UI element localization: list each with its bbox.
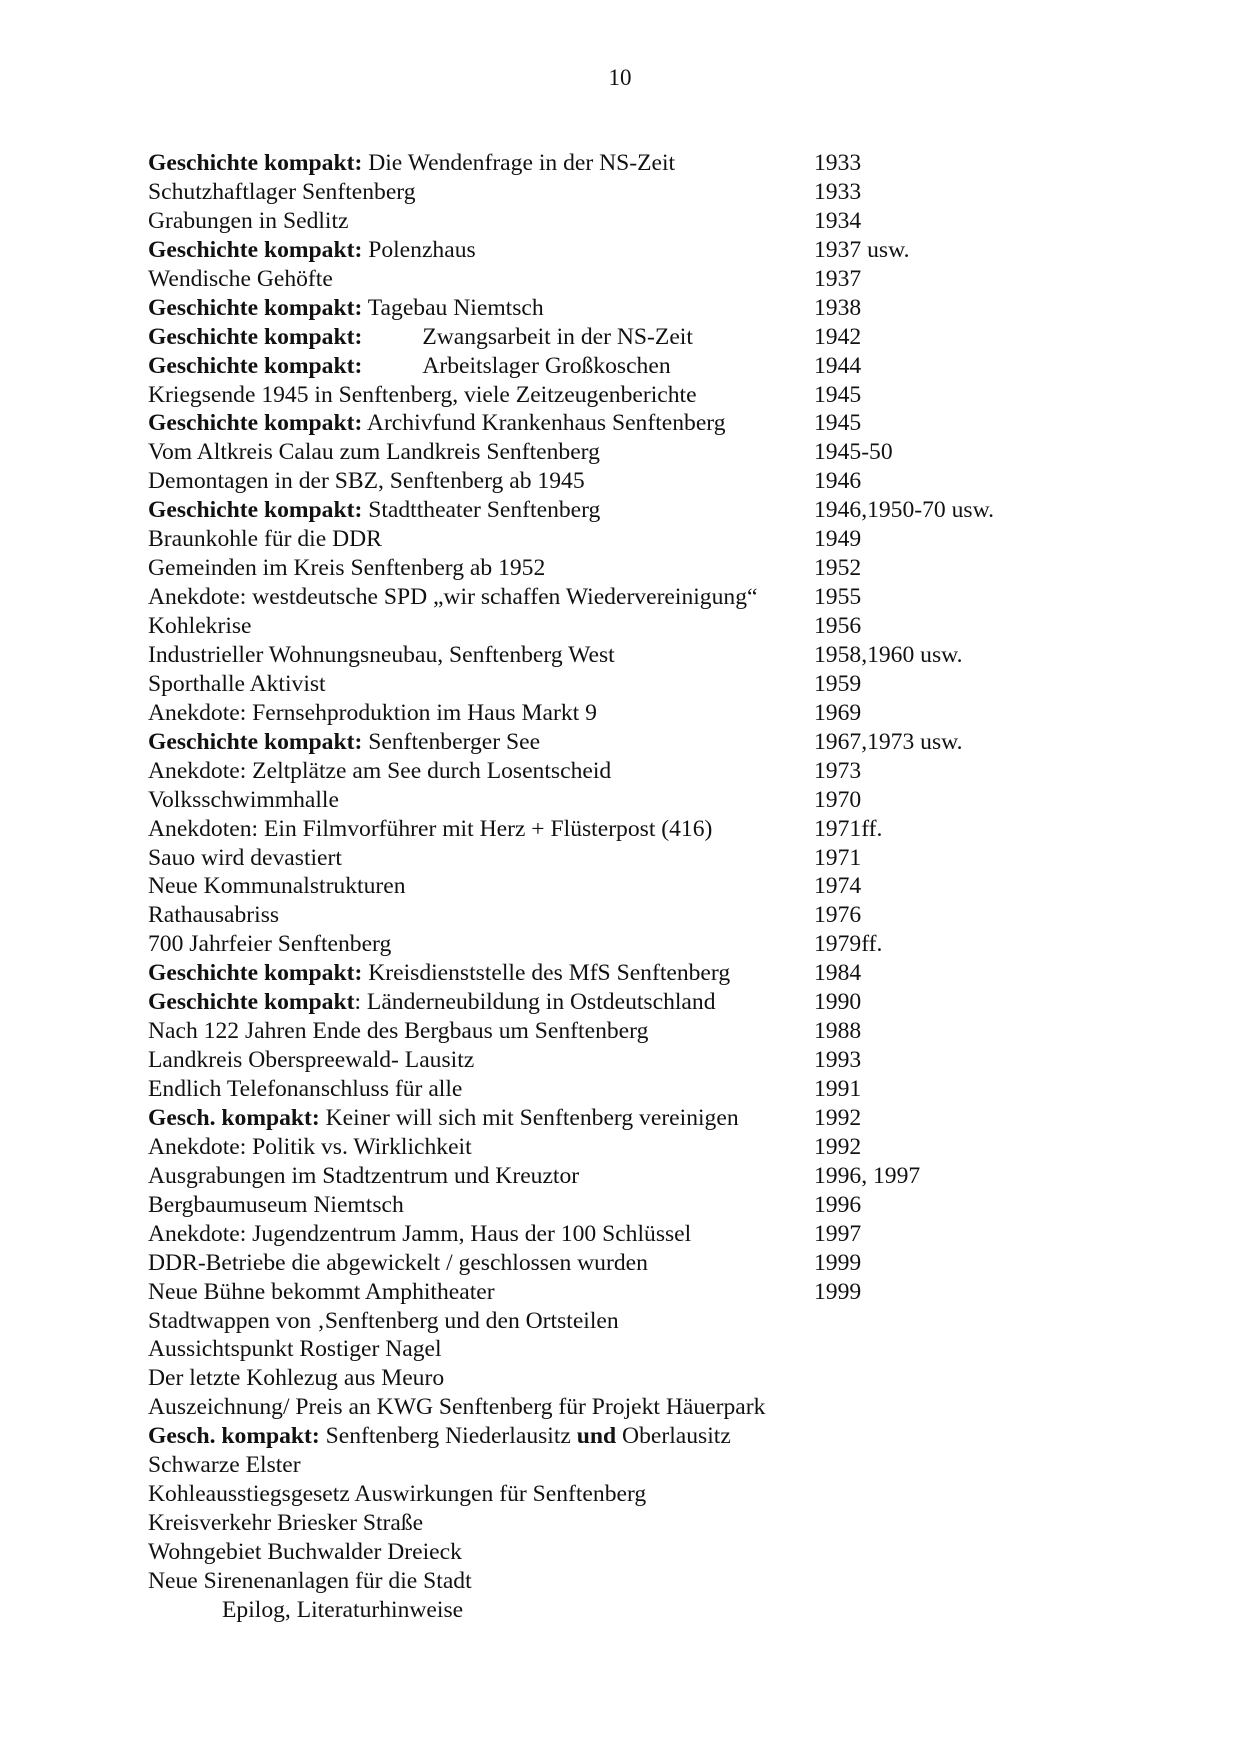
entry-text: 700 Jahrfeier Senftenberg [148,931,392,958]
entry-year: 1971ff. [814,815,883,842]
entry-text: Neue Kommunalstrukturen [148,873,406,900]
toc-entry [148,1046,1148,1075]
entry-title [148,1046,474,1075]
entry-label-bold: Geschichte kompakt: [148,960,363,987]
entry-text: Schutzhaftlager Senftenberg [148,178,416,205]
entry-label-bold: Geschichte kompakt [148,989,355,1016]
toc-entry [148,554,1148,583]
entry-text: Kohlekrise [148,613,252,639]
toc-entry [148,872,1148,901]
toc-entry [148,1364,1148,1393]
entry-text: Bergbaumuseum Niemtsch [148,1191,404,1218]
toc-entry [148,1509,1148,1538]
toc-entry [148,583,1148,612]
entry-title [148,323,693,352]
entry-title [148,1307,619,1336]
entry-text: Gemeinden im Kreis Senftenberg ab 1952 [148,555,546,582]
entry-text: Demontagen in der SBZ, Senftenberg ab 1945 [148,468,585,495]
entry-title [148,236,476,265]
toc-entry [148,1249,1148,1278]
entry-text: Auszeichnung/ Preis an KWG Senftenberg für Projekt Häuerpark [148,1394,766,1421]
toc-entry [148,641,1148,670]
entry-title [148,670,326,699]
toc-entry [148,1480,1148,1509]
entry-label-bold: Geschichte kompakt: [148,150,363,176]
entry-title [148,815,712,844]
toc-entry [148,1133,1148,1162]
toc-entry [148,959,1148,988]
entry-label-bold: Geschichte kompakt: [148,728,363,755]
toc-entry [148,988,1148,1017]
table-of-contents [148,149,1148,1625]
toc-entry [148,409,1148,438]
entry-year: 1945 [814,381,862,408]
toc-entry [148,699,1148,728]
entry-year: 1992 [814,1133,862,1160]
toc-entry [148,496,1148,525]
entry-text: Endlich Telefonanschluss für alle [148,1076,463,1102]
entry-year: 1937 usw. [814,236,910,263]
toc-entry [148,1451,1148,1480]
entry-title [148,178,416,207]
entry-label-bold: Gesch. kompakt: [148,1423,320,1450]
entry-title [148,1104,739,1133]
entry-title [148,641,615,670]
entry-text: Zwangsarbeit in der NS-Zeit [422,323,693,350]
entry-label-bold: Geschichte kompakt: [148,323,363,350]
entry-title [148,786,339,815]
entry-title [148,352,671,381]
entry-text: Wohngebiet Buchwalder Dreieck [148,1539,462,1565]
entry-text: Anekdote: westdeutsche SPD „wir schaffen Wiedervereinigung“ [148,584,758,611]
toc-entry [148,352,1148,381]
entry-text: Stadtwappen von ‚Senftenberg und den Ortsteilen [148,1307,619,1334]
entry-year: 1996, 1997 [814,1162,921,1189]
entry-year: 1945-50 [814,439,893,466]
toc-entry [148,1538,1148,1567]
entry-text: : Länderneubildung in Ostdeutschland [354,989,716,1016]
entry-year: 1959 [814,670,862,697]
toc-entry [148,815,1148,844]
toc-entry [148,1596,1148,1625]
entry-text: Landkreis Oberspreewald- Lausitz [148,1047,475,1074]
entry-title [148,1191,404,1220]
entry-year: 1956 [814,613,862,639]
entry-text: Neue Bühne bekommt Amphitheater [148,1278,495,1305]
entry-title [148,467,585,496]
entry-text: Stadttheater Senftenberg [362,497,601,524]
entry-year: 1938 [814,294,862,321]
toc-entry [148,786,1148,815]
entry-title [148,1509,423,1538]
entry-year: 1971 [814,844,862,871]
toc-entry [148,757,1148,786]
entry-year: 1974 [814,873,862,900]
toc-entry [148,265,1148,294]
entry-label-bold: Gesch. kompakt: [148,1104,320,1131]
entry-year: 1984 [814,960,862,987]
toc-entry [148,930,1148,959]
entry-title [148,265,333,294]
entry-year: 1949 [814,526,862,553]
entry-title [148,930,391,959]
entry-text-continued: Oberlausitz [616,1423,731,1450]
entry-year: 1946,1950-70 usw. [814,497,995,524]
toc-entry [148,1104,1148,1133]
entry-text: Anekdote: Jugendzentrum Jamm, Haus der 100 Schlüssel [148,1220,692,1247]
entry-title [148,1133,472,1162]
entry-text: Neue Sirenenanlagen für die Stadt [148,1567,472,1594]
entry-text: Senftenberg Niederlausitz [319,1423,577,1450]
toc-entry [148,1191,1148,1220]
entry-label-bold: Geschichte kompakt: [148,294,363,321]
entry-text: Nach 122 Jahren Ende des Bergbaus um Senftenberg [148,1018,649,1045]
entry-year: 1996 [814,1191,862,1218]
toc-entry [148,236,1148,265]
entry-year: 1969 [814,699,862,726]
entry-year: 1997 [814,1220,862,1247]
entry-text: Wendische Gehöfte [148,265,333,292]
entry-text: Kriegsende 1945 in Senftenberg, viele Zeitzeugenberichte [148,381,697,408]
entry-year: 1990 [814,989,862,1016]
entry-title [148,757,611,786]
entry-title [148,294,544,323]
entry-text: Industrieller Wohnungsneubau, Senftenberg West [148,641,615,668]
entry-year: 1944 [814,352,862,379]
toc-entry [148,1422,1148,1451]
toc-entry [148,438,1148,467]
entry-title [148,1393,765,1422]
entry-title [148,612,252,641]
entry-text: Anekdoten: Ein Filmvorführer mit Herz + Flüsterpost (416) [148,815,713,842]
entry-title [148,1422,731,1451]
entry-text: Senftenberger See [362,728,541,755]
entry-title [148,1278,495,1307]
toc-entry [148,728,1148,757]
entry-title [148,1162,579,1191]
entry-title [148,409,726,438]
entry-year: 1970 [814,786,862,813]
entry-title [148,1480,646,1509]
entry-year: 1999 [814,1278,862,1305]
entry-text: Vom Altkreis Calau zum Landkreis Senftenberg [148,439,600,466]
entry-text: Polenzhaus [362,236,476,263]
entry-label-bold: Geschichte kompakt: [148,236,363,263]
entry-text: Kohleausstiegsgesetz Auswirkungen für Senftenberg [148,1481,647,1508]
entry-text: Anekdote: Zeltplätze am See durch Losentscheid [148,757,612,784]
entry-year: 1979ff. [814,931,883,958]
entry-text: Kreisverkehr Briesker Straße [148,1510,424,1537]
toc-entry [148,381,1148,410]
entry-text: Sauo wird devastiert [148,844,342,871]
entry-text: Tagebau Niemtsch [362,294,544,321]
toc-entry [148,1220,1148,1249]
entry-year: 1991 [814,1076,862,1102]
toc-entry [148,525,1148,554]
entry-year: 1952 [814,555,862,582]
entry-label-bold: Geschichte kompakt: [148,352,363,379]
page-number: 10 [608,65,632,90]
entry-year: 1942 [814,323,862,350]
entry-year: 1999 [814,1249,862,1276]
entry-year: 1934 [814,207,862,234]
toc-entry [148,323,1148,352]
entry-text: Die Wendenfrage in der NS-Zeit [362,150,676,176]
entry-text: Kreisdienststelle des MfS Senftenberg [362,960,731,987]
entry-text: Keiner will sich mit Senftenberg vereinigen [319,1104,739,1131]
entry-title [148,1335,442,1364]
entry-text: Volksschwimmhalle [148,786,339,813]
toc-entry [148,1393,1148,1422]
toc-entry [148,1162,1148,1191]
toc-entry [148,178,1148,207]
entry-text: Ausgrabungen im Stadtzentrum und Kreuztor [148,1162,580,1189]
entry-year: 1958,1960 usw. [814,641,963,668]
entry-year: 1967,1973 usw. [814,728,963,755]
entry-title [148,381,697,410]
toc-entry [148,294,1148,323]
entry-year: 1946 [814,468,862,495]
entry-title [148,149,675,178]
entry-year: 1988 [814,1018,862,1045]
toc-entry [148,1075,1148,1104]
entry-text: Rathausabriss [148,902,280,929]
entry-text: Braunkohle für die DDR [148,526,382,553]
entry-title [148,1538,462,1567]
toc-entry [148,1278,1148,1307]
entry-year: 1955 [814,584,862,611]
toc-entry [148,1017,1148,1046]
entry-title [148,1075,462,1104]
entry-title [148,699,597,728]
toc-entry [148,1567,1148,1596]
entry-title [148,554,545,583]
toc-entry [148,149,1148,178]
toc-entry [148,467,1148,496]
entry-text: Archivfund Krankenhaus Senftenberg [362,410,726,437]
entry-title [148,728,540,757]
entry-title [148,1567,472,1596]
entry-text: Grabungen in Sedlitz [148,207,349,234]
entry-text: Schwarze Elster [148,1452,301,1479]
entry-title [148,207,349,236]
toc-entry [148,207,1148,236]
toc-entry [148,1307,1148,1336]
entry-title [148,901,279,930]
entry-title [148,1249,648,1278]
entry-text: Anekdote: Fernsehproduktion im Haus Markt 9 [148,699,597,726]
entry-year: 1933 [814,178,862,205]
entry-title [148,1364,444,1393]
entry-title [148,525,382,554]
entry-year: 1945 [814,410,862,437]
entry-title [148,1220,691,1249]
entry-text: Anekdote: Politik vs. Wirklichkeit [148,1133,472,1160]
entry-year: 1937 [814,265,862,292]
toc-entry [148,670,1148,699]
entry-title [148,872,406,901]
toc-entry [148,844,1148,873]
entry-title [148,583,757,612]
entry-text: Arbeitslager Großkoschen [422,352,671,379]
entry-text: Der letzte Kohlezug aus Meuro [148,1365,445,1392]
entry-title [148,988,716,1017]
toc-entry [148,612,1148,641]
entry-title [148,1017,648,1046]
entry-text: Sporthalle Aktivist [148,670,326,697]
entry-title [148,496,600,525]
entry-label-bold: Geschichte kompakt: [148,497,363,524]
entry-label-bold-inline: und [576,1423,617,1450]
entry-title [148,959,730,988]
entry-title [148,438,600,467]
entry-year: 1976 [814,902,862,929]
entry-year: 1992 [814,1104,862,1131]
entry-year: 1933 [814,150,862,176]
entry-text: Aussichtspunkt Rostiger Nagel [148,1336,442,1363]
entry-year: 1973 [814,757,862,784]
entry-title [148,1596,463,1625]
entry-year: 1993 [814,1047,862,1074]
entry-title [148,1451,301,1480]
entry-title [148,844,342,873]
toc-entry [148,901,1148,930]
entry-text: DDR-Betriebe die abgewickelt / geschlossen wurden [148,1249,648,1276]
toc-entry [148,1335,1148,1364]
entry-label-bold: Geschichte kompakt: [148,410,363,437]
entry-text: Epilog, Literaturhinweise [222,1596,464,1623]
